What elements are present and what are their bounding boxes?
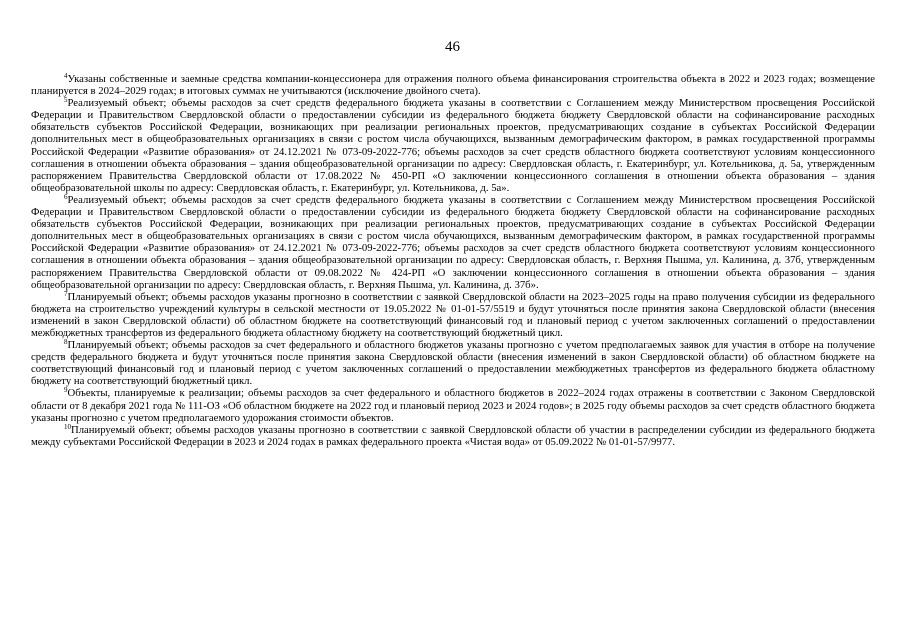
page-number: 46 <box>445 39 460 55</box>
footnote-mark: 8 <box>64 338 68 347</box>
footnote-text: Планируемый объект; объемы расходов за счет федерального и областного бюджетов указаны прогнозно с учетом предполагаемых заявок для участия в отборе на получение средств федерального бюджета и будут уточняться после принятия закона Свердловской области (внесения изменений в закон Свердловской области) об областном бюджете на соответствующий финансовый год и плановый период с учетом заключенных соглашений о предоставлении межбюджетных трансфертов из федерального бюджета областному бюджету на соответствующий бюджетный цикл. <box>31 339 875 388</box>
footnote-6 <box>31 194 875 291</box>
footnote-text: Планируемый объект; объемы расходов указаны прогнозно в соответствии с заявкой Свердловской области об участии в распределении субсидии из федерального бюджета между субъектами Российской Федерации в 2023 и 2024 годах в рамках федерального проекта «Чистая вода» от 05.09.2022 № 01-01-57/9977. <box>31 423 875 448</box>
footnote-4 <box>31 73 875 97</box>
footnote-text: Реализуемый объект; объемы расходов за счет средств федерального бюджета указаны в соответствии с Соглашением между Министерством просвещения Российской Федерации и Правительством Свердловской области о предоставлении субсидии из федерального бюджета бюджету Свердловской области на софинансирование расходных обязательств субъектов Российской Федерации, возникающих при реализации региональных проектов, предусматривающих создание в субъектах Российской Федерации дополнительных мест в общеобразовательных организациях в связи с ростом числа обучающихся, вызванным демографическим фактором, в рамках государственной программы Российской Федерации «Развитие образования» от 24.12.2021 № 073-09-2022-776; объемы расходов за счет средств областного бюджета соответствуют условиям концессионного соглашения в отношении объекта образования – здания общеобразовательной организации по адресу: Свердловская область, г. Екатеринбург, ул. Котельникова, д. 5а, утвержденным распоряжением Правительства Свердловской области от 17.08.2022 № 450-РП «О заключении концессионного соглашения в отношении объекта образования – здания общеобразовательной школы по адресу: Свердловская область, г. Екатеринбург, ул. Котельникова, д. 5а». <box>31 97 875 194</box>
footnote-text: Объекты, планируемые к реализации; объемы расходов за счет федерального и областного бюджетов в 2022–2024 годах отражены в соответствии с Законом Свердловской области от 8 декабря 2021 года № 111-ОЗ «Об областном бюджете на 2022 год и плановый период 2023 и 2024 годов»; в 2025 году объемы расходов за счет средств областного бюджета указаны прогнозно с учетом предполагаемого удорожания стоимости объектов. <box>31 387 875 424</box>
footnote-mark: 5 <box>64 96 68 105</box>
footnote-8 <box>31 339 875 387</box>
footnote-7 <box>31 291 875 339</box>
footnote-text: Реализуемый объект; объемы расходов за счет средств федерального бюджета указаны в соответствии с Соглашением между Министерством просвещения Российской Федерации и Правительством Свердловской области о предоставлении субсидии из федерального бюджета бюджету Свердловской области на софинансирование расходных обязательств субъектов Российской Федерации, возникающих при реализации региональных проектов, предусматривающих создание в субъектах Российской Федерации дополнительных мест в общеобразовательных организациях в связи с ростом числа обучающихся, вызванным демографическим фактором, в рамках государственной программы Российской Федерации «Развитие образования» от 24.12.2021 № 073-09-2022-776; объемы расходов за счет средств областного бюджета соответствуют условиям концессионного соглашения в отношении объекта образования – здания общеобразовательной организации по адресу: Свердловская область, г. Верхняя Пышма, ул. Калинина, д. 37б, утвержденным распоряжением Правительства Свердловской области от 09.08.2022 № 424-РП «О заключении концессионного соглашения в отношении объекта образования – здания общеобразовательной организации по адресу: Свердловская область, г. Верхняя Пышма, ул. Калинина, д. 37б». <box>31 193 875 291</box>
footnote-10 <box>31 424 875 448</box>
footnote-text: Указаны собственные и заемные средства компании-концессионера для отражения полного объема финансирования строительства объекта в 2022 и 2023 годах; возмещение планируется в 2024–2029 годах; в итоговых суммах не учитываются (исключение двойного счета). <box>31 73 875 98</box>
footnotes-section <box>31 73 875 448</box>
footnote-mark: 10 <box>64 422 71 431</box>
footnote-mark: 7 <box>64 289 68 298</box>
footnote-9 <box>31 387 875 423</box>
footnote-mark: 4 <box>64 72 68 80</box>
footnote-mark: 9 <box>64 386 68 395</box>
footnote-text: Планируемый объект; объемы расходов указаны прогнозно в соответствии с заявкой Свердловской области на 2023–2025 годы на право получения субсидии из федерального бюджета на строительство учреждений культуры в сельской местности от 19.05.2022 № 01-01-57/5519 и будут уточняться после принятия закона Свердловской области (внесения изменений в закон Свердловской области) об областном бюджете на соответствующий финансовый год и плановый период с учетом заключенных соглашений о предоставлении межбюджетных трансфертов из федерального бюджета областному бюджету на соответствующий бюджетный цикл. <box>31 290 875 339</box>
footnote-mark: 6 <box>64 192 68 201</box>
footnote-5 <box>31 97 875 194</box>
